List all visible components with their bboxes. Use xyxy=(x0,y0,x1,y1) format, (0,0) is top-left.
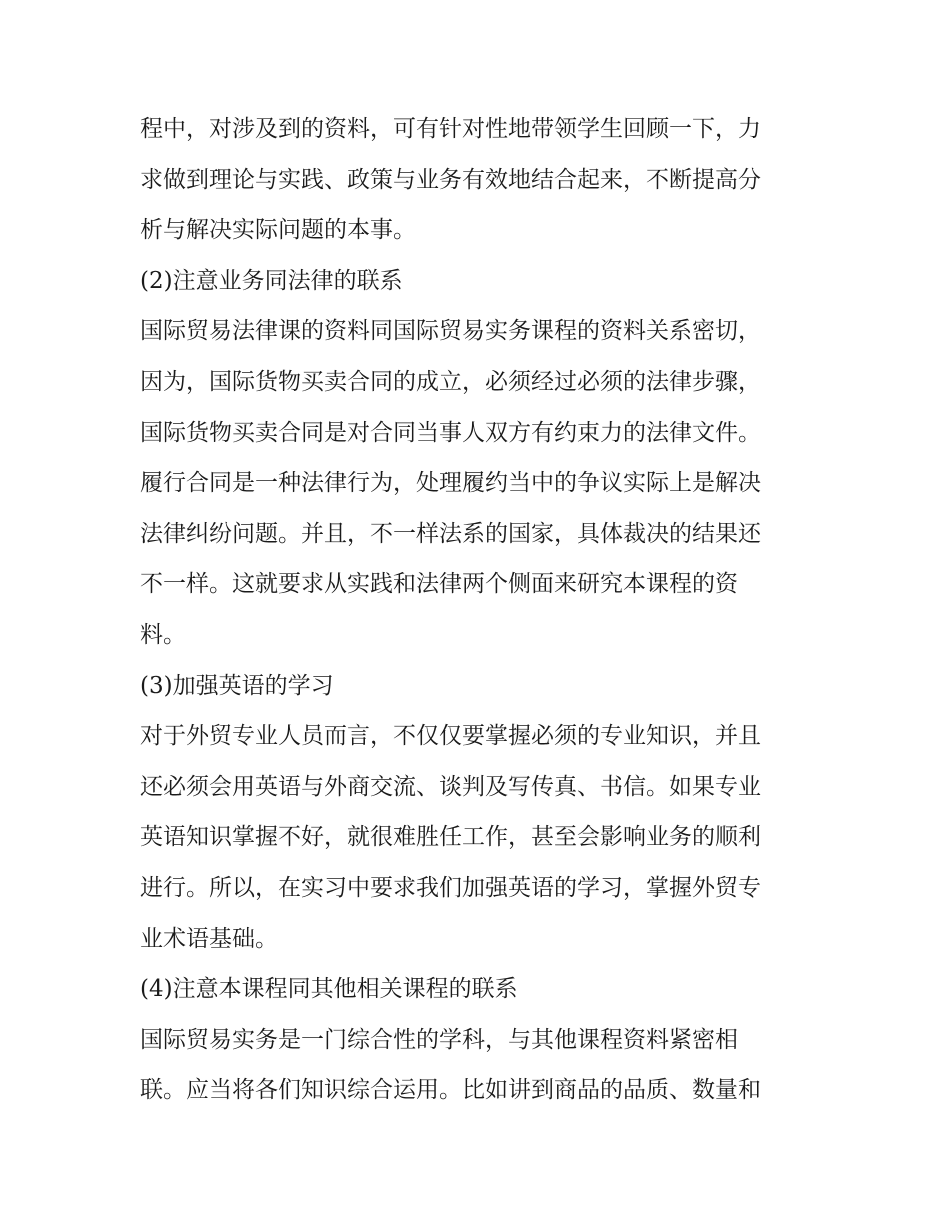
body-text-line: 国际贸易实务是一门综合性的学科，与其他课程资料紧密相 xyxy=(140,1026,738,1053)
body-text-line: 对于外贸专业人员而言，不仅仅要掌握必须的专业知识，并且 xyxy=(140,723,761,750)
body-text-line: 还必须会用英语与外商交流、谈判及写传真、书信。如果专业 xyxy=(140,773,761,800)
body-text-line: 法律纠纷问题。并且，不一样法系的国家，具体裁决的结果还 xyxy=(140,520,761,547)
document-body xyxy=(140,104,820,1116)
body-text-line: 料。 xyxy=(140,621,186,648)
section-heading-3: (3)加强英语的学习 xyxy=(140,672,334,699)
body-text-line: 国际货物买卖合同是对合同当事人双方有约束力的法律文件。 xyxy=(140,419,761,446)
body-text-line: 英语知识掌握不好，就很难胜任工作，甚至会影响业务的顺利 xyxy=(140,824,761,851)
body-text-line: 履行合同是一种法律行为，处理履约当中的争议实际上是解决 xyxy=(140,470,761,497)
body-text-line: 联。应当将各们知识综合运用。比如讲到商品的品质、数量和 xyxy=(140,1077,761,1104)
body-text-line: 因为，国际货物买卖合同的成立，必须经过必须的法律步骤， xyxy=(140,368,761,395)
body-text-line: 程中，对涉及到的资料，可有针对性地带领学生回顾一下，力 xyxy=(140,116,761,142)
body-text-line: 进行。所以，在实习中要求我们加强英语的学习，掌握外贸专 xyxy=(140,874,761,901)
body-text-line: 业术语基础。 xyxy=(140,925,278,952)
body-text-line: 国际贸易法律课的资料同国际贸易实务课程的资料关系密切， xyxy=(140,318,761,345)
body-text-line: 析与解决实际问题的本事。 xyxy=(140,217,416,244)
section-heading-2: (2)注意业务同法律的联系 xyxy=(140,267,403,294)
body-text-line: 不一样。这就要求从实践和法律两个侧面来研究本课程的资 xyxy=(140,571,738,598)
section-heading-4: (4)注意本课程同其他相关课程的联系 xyxy=(140,976,518,1003)
body-text-line: 求做到理论与实践、政策与业务有效地结合起来，不断提高分 xyxy=(140,166,761,193)
